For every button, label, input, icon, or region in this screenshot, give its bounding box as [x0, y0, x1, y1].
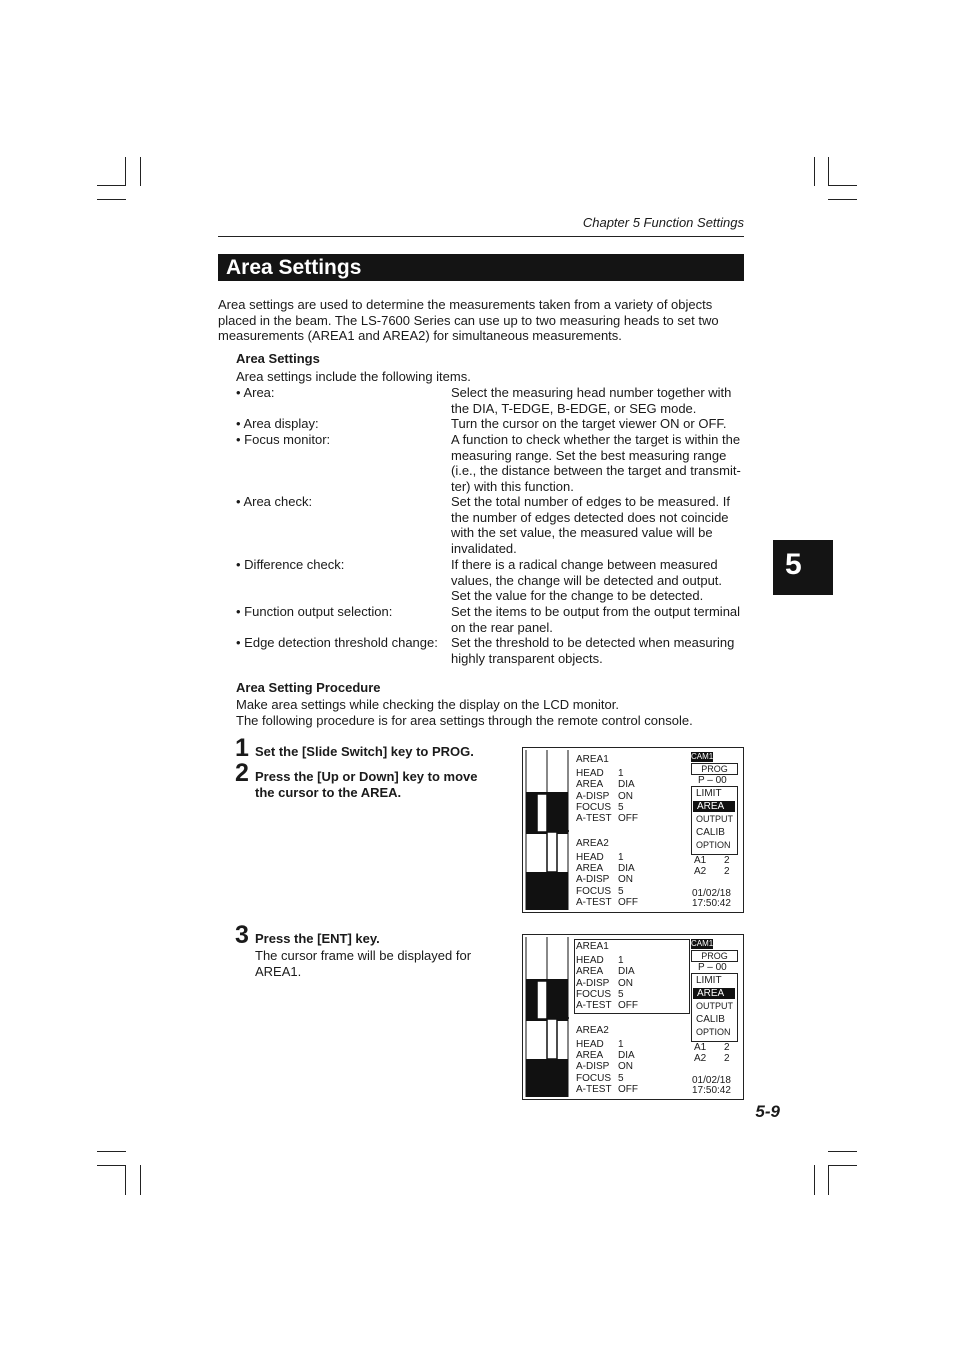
- crop-mark: [125, 1165, 126, 1195]
- text-line: the DIA, T-EDGE, B-EDGE, or SEG mode.: [451, 400, 697, 416]
- area2-value: 5: [618, 1073, 624, 1084]
- area1-value: OFF: [618, 813, 638, 824]
- area2-value: ON: [618, 1061, 633, 1072]
- a1-value: 2: [724, 855, 730, 866]
- text-line: Area settings are used to determine the measurements taken from a variety of objects: [218, 297, 713, 312]
- area1-key: A-DISP: [576, 791, 610, 802]
- item-description: [451, 416, 745, 432]
- item-label: • Area display:: [236, 416, 319, 431]
- text-line: placed in the beam. The LS-7600 Series can use up to two measuring heads to set two: [218, 312, 719, 328]
- area2-value: OFF: [618, 897, 638, 908]
- crop-mark: [828, 1151, 857, 1152]
- date-display: 01/02/18: [692, 1075, 731, 1086]
- text-line: Set the value for the change to be detected.: [451, 588, 704, 604]
- text-line: the cursor to the AREA.: [255, 785, 402, 800]
- program-number: P – 00: [698, 962, 727, 973]
- step-number: 1: [235, 734, 249, 762]
- area2-key: A-TEST: [576, 897, 612, 908]
- crop-mark: [97, 185, 126, 186]
- crop-mark: [140, 1165, 141, 1195]
- menu-item-calib: CALIB: [696, 827, 725, 838]
- text-line: Turn the cursor on the target viewer ON or OFF.: [451, 416, 727, 431]
- menu-item-calib: CALIB: [696, 1014, 725, 1025]
- text-line: Set the threshold to be detected when measuring: [451, 635, 735, 650]
- menu-item-option: OPTION: [696, 1027, 731, 1037]
- text-line: AREA1.: [255, 964, 302, 979]
- item-description: [451, 385, 745, 416]
- area2-key: AREA: [576, 1050, 604, 1061]
- step-number: 2: [235, 759, 249, 787]
- mode-indicator: PROG: [691, 763, 738, 775]
- area1-key: HEAD: [576, 955, 604, 966]
- camera-badge: CAM1: [691, 939, 714, 948]
- item-label: • Area:: [236, 385, 275, 400]
- text-line: with the set value, the measured value will be: [451, 525, 713, 541]
- step-description: [255, 948, 471, 980]
- program-number: P – 00: [698, 775, 727, 786]
- header-rule: [218, 236, 744, 237]
- item-description: [451, 635, 745, 666]
- text-line: Make area settings while checking the display on the LCD monitor.: [236, 697, 619, 712]
- procedure-intro: [236, 697, 693, 728]
- crop-mark: [828, 185, 857, 186]
- a2-value: 2: [724, 1053, 730, 1064]
- a1-value: 2: [724, 1042, 730, 1053]
- a1-label: A1: [694, 855, 707, 866]
- text-line: Set the [Slide Switch] key to PROG.: [255, 744, 474, 759]
- camera-badge: CAM1: [691, 752, 714, 761]
- area2-value: ON: [618, 874, 633, 885]
- menu-item-limit: LIMIT: [696, 975, 722, 986]
- crop-mark: [828, 199, 857, 200]
- a2-label: A2: [694, 1053, 707, 1064]
- area1-key: AREA: [576, 966, 604, 977]
- step-text: [255, 931, 380, 947]
- area1-value: 5: [618, 802, 624, 813]
- time-display: 17:50:42: [692, 1085, 731, 1096]
- text-line: measurements (AREA1 and AREA2) for simultaneous measurements.: [218, 328, 622, 344]
- mode-indicator: PROG: [691, 950, 738, 962]
- section-heading: Area Setting Procedure: [236, 680, 381, 695]
- text-line: A function to check whether the target is within the: [451, 432, 741, 447]
- settings-menu: [691, 786, 738, 855]
- area2-key: AREA: [576, 863, 604, 874]
- crop-mark: [125, 157, 126, 186]
- menu-item-output: OUTPUT: [696, 814, 733, 824]
- section-heading: Area Settings: [236, 351, 320, 366]
- area2-key: FOCUS: [576, 886, 611, 897]
- area1-key: FOCUS: [576, 989, 611, 1000]
- text-line: (i.e., the distance between the target and transmit-: [451, 463, 741, 479]
- text-line: If there is a radical change between measured: [451, 557, 718, 572]
- step-number: 3: [235, 921, 249, 949]
- title-bar: [218, 254, 744, 281]
- text-line: on the rear panel.: [451, 619, 553, 635]
- area2-value: OFF: [618, 1084, 638, 1095]
- step-text: [255, 744, 474, 760]
- text-line: The cursor frame will be displayed for: [255, 948, 472, 963]
- area2-key: FOCUS: [576, 1073, 611, 1084]
- settings-menu: [691, 973, 738, 1042]
- step-text: [255, 769, 478, 801]
- item-label: • Difference check:: [236, 557, 345, 572]
- item-description: [451, 604, 745, 635]
- text-line: Press the [ENT] key.: [255, 931, 380, 946]
- text-line: Select the measuring head number together with: [451, 385, 732, 400]
- text-line: measuring range. Set the best measuring range: [451, 447, 727, 463]
- area1-value: 5: [618, 989, 624, 1000]
- chapter-tab-number: 5: [785, 548, 802, 581]
- crop-mark: [828, 157, 829, 186]
- time-display: 17:50:42: [692, 898, 731, 909]
- text-line: Set the total number of edges to be measured. If: [451, 494, 730, 509]
- area1-title: AREA1: [576, 941, 609, 952]
- area2-value: 1: [618, 1039, 624, 1050]
- running-header: Chapter 5 Function Settings: [582, 215, 744, 230]
- menu-item-option: OPTION: [696, 840, 731, 850]
- item-label: • Edge detection threshold change:: [236, 635, 438, 650]
- item-label: • Focus monitor:: [236, 432, 331, 447]
- area1-value: 1: [618, 955, 624, 966]
- date-display: 01/02/18: [692, 888, 731, 899]
- text-line: ter) with this function.: [451, 478, 574, 494]
- crop-mark: [97, 1165, 126, 1166]
- intro-paragraph: [218, 297, 748, 344]
- chapter-tab: [773, 540, 833, 595]
- area2-key: HEAD: [576, 852, 604, 863]
- a2-value: 2: [724, 866, 730, 877]
- crop-mark: [814, 1165, 815, 1195]
- text-line: invalidated.: [451, 540, 517, 556]
- item-description: [451, 432, 745, 494]
- area2-value: 1: [618, 852, 624, 863]
- page-title: Area Settings: [226, 256, 362, 279]
- area1-value: OFF: [618, 1000, 638, 1011]
- target-viewer: [525, 937, 569, 1097]
- area2-title: AREA2: [576, 1025, 609, 1036]
- area1-value: ON: [618, 978, 633, 989]
- area2-key: A-DISP: [576, 874, 610, 885]
- lcd-screen-2: [522, 934, 744, 1100]
- area1-title: AREA1: [576, 754, 609, 765]
- page-number: 5-9: [755, 1102, 780, 1121]
- text-line: The following procedure is for area settings through the remote control console.: [236, 712, 693, 728]
- text-line: highly transparent objects.: [451, 650, 603, 666]
- a2-label: A2: [694, 866, 707, 877]
- a1-label: A1: [694, 1042, 707, 1053]
- area1-key: FOCUS: [576, 802, 611, 813]
- menu-item-limit: LIMIT: [696, 788, 722, 799]
- crop-mark: [828, 1165, 857, 1166]
- area1-key: A-TEST: [576, 813, 612, 824]
- item-description: [451, 494, 745, 556]
- area1-value: ON: [618, 791, 633, 802]
- text-line: values, the change will be detected and output.: [451, 572, 723, 588]
- area2-value: DIA: [618, 863, 635, 874]
- target-viewer: [525, 750, 569, 910]
- item-description: [451, 557, 745, 604]
- menu-item-output: OUTPUT: [696, 1001, 733, 1011]
- area1-key: AREA: [576, 779, 604, 790]
- area2-value: DIA: [618, 1050, 635, 1061]
- text-line: the number of edges detected does not coincide: [451, 509, 729, 525]
- area1-key: A-DISP: [576, 978, 610, 989]
- menu-item-area: AREA: [693, 988, 735, 999]
- area1-key: HEAD: [576, 768, 604, 779]
- lcd-screen-1: [522, 747, 744, 913]
- crop-mark: [814, 157, 815, 186]
- item-label: • Function output selection:: [236, 604, 393, 619]
- crop-mark: [140, 157, 141, 186]
- area2-key: HEAD: [576, 1039, 604, 1050]
- crop-mark: [828, 1165, 829, 1195]
- text-line: Press the [Up or Down] key to move: [255, 769, 478, 784]
- area2-key: A-TEST: [576, 1084, 612, 1095]
- menu-item-area: AREA: [693, 801, 735, 812]
- text-line: Set the items to be output from the output terminal: [451, 604, 741, 619]
- area1-value: DIA: [618, 966, 635, 977]
- area2-value: 5: [618, 886, 624, 897]
- item-label: • Area check:: [236, 494, 313, 509]
- crop-mark: [97, 1151, 126, 1152]
- area1-value: 1: [618, 768, 624, 779]
- area1-value: DIA: [618, 779, 635, 790]
- area2-title: AREA2: [576, 838, 609, 849]
- area1-key: A-TEST: [576, 1000, 612, 1011]
- crop-mark: [97, 199, 126, 200]
- section-lead: Area settings include the following items.: [236, 369, 471, 384]
- area2-key: A-DISP: [576, 1061, 610, 1072]
